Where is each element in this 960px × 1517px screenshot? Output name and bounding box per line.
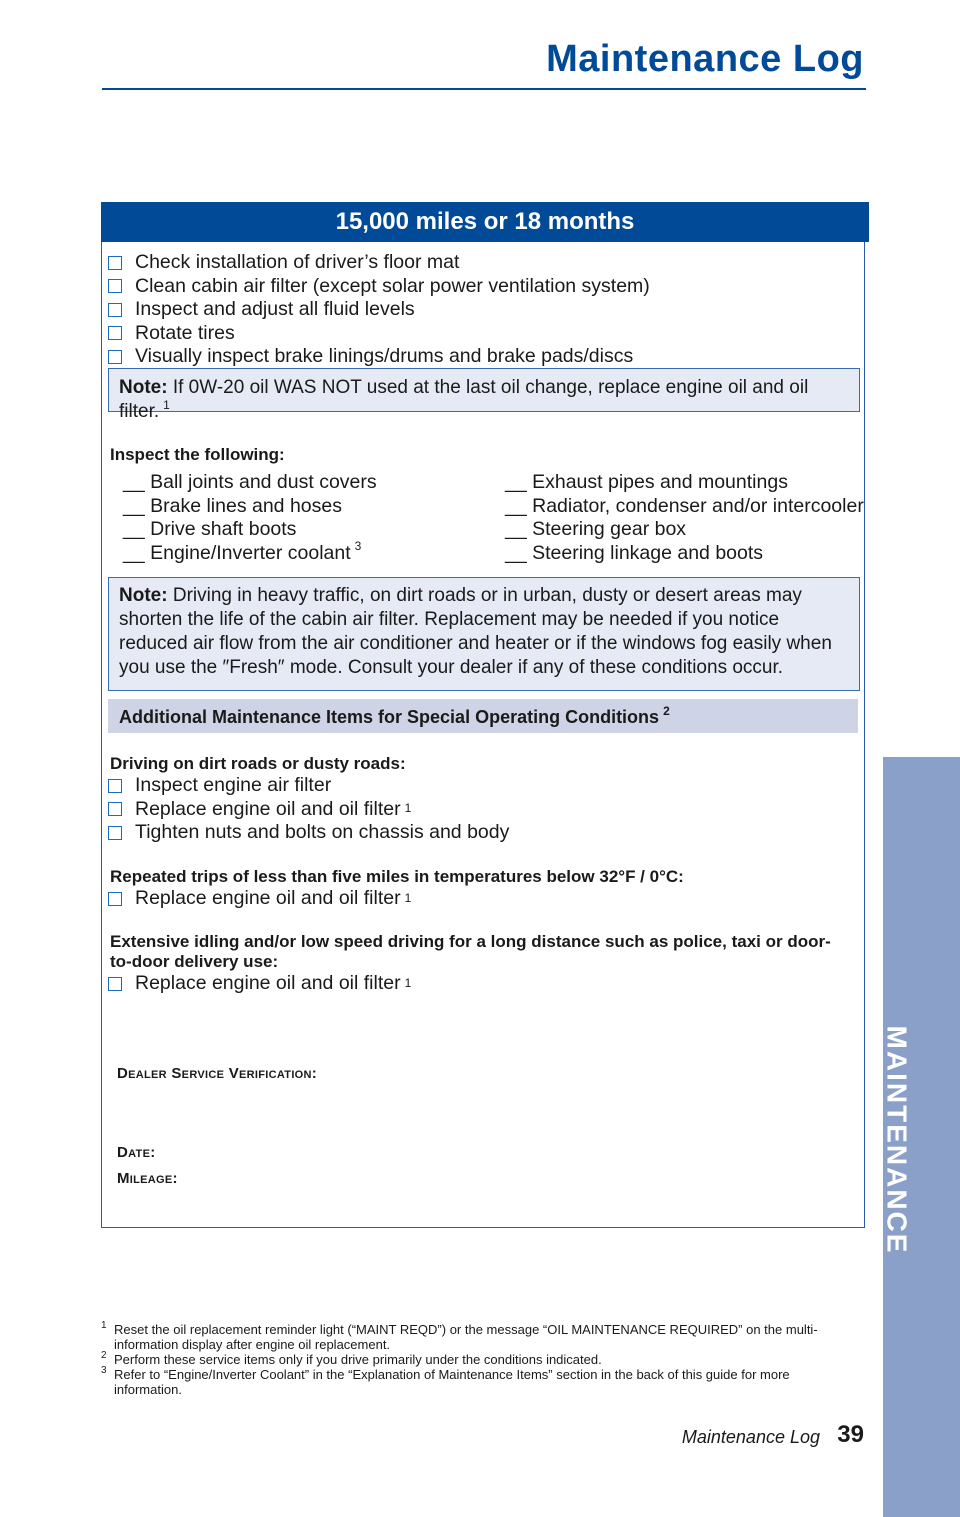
footnote-ref: 3 — [354, 539, 362, 553]
checkbox[interactable] — [108, 256, 122, 270]
checklist-item-label: Rotate tires — [135, 321, 235, 344]
checklist-item-label: Replace engine oil and oil filter — [135, 972, 401, 995]
checklist-item-label: Replace engine oil and oil filter — [135, 797, 401, 820]
inspect-item: __ Radiator, condenser and/or intercooler — [505, 494, 864, 517]
inspect-heading: Inspect the following: — [110, 445, 285, 464]
condition-title: Extensive idling and/or low speed driving for a long distance such as police, taxi or door-to-door delivery use: — [110, 932, 831, 971]
checkbox[interactable] — [108, 977, 122, 991]
footnote-ref: 1 — [163, 397, 170, 412]
note-label: Note: — [119, 585, 168, 606]
note-label: Note: — [119, 377, 168, 398]
cabin-filter-note — [108, 577, 860, 691]
inspect-item: __ Drive shaft boots — [123, 518, 297, 540]
note-text: Driving in heavy traffic, on dirt roads or in urban, dusty or desert areas may shorten the life of the cabin air filter. Replacement may be needed if you notice reduced air flow from the air conditioner and heater or if the windows fog easily when you use the ″Fresh″ mode. Consult your dealer if any of these conditions occur. — [119, 585, 832, 678]
checklist-item — [108, 251, 650, 275]
additional-items-heading — [108, 699, 858, 733]
checklist-item: Replace engine oil and oil filter $^1$ — [108, 798, 850, 822]
checklist-item-label: Replace engine oil and oil filter — [135, 887, 401, 910]
checkbox[interactable] — [108, 326, 122, 340]
condition-short-trips — [110, 867, 850, 911]
condition-extensive-idling — [110, 932, 850, 996]
condition-title: Repeated trips of less than five miles in temperatures below 32°F / 0°C: — [110, 867, 684, 886]
footnote-number: 2 — [101, 1350, 107, 1361]
additional-items-title: Additional Maintenance Items for Special Operating Conditions — [119, 707, 660, 727]
interval-header: 15,000 miles or 18 months — [101, 202, 869, 242]
inspect-list-left — [123, 471, 377, 565]
inspect-item — [123, 539, 377, 566]
footer-section-label: Maintenance Log — [681, 1427, 820, 1447]
footnotes — [101, 1322, 861, 1397]
inspect-item: __ Steering gear box — [505, 518, 687, 540]
inspect-item-label: __ Engine/Inverter coolant — [123, 541, 351, 564]
checklist-item-label: Check installation of driver’s floor mat — [135, 251, 460, 274]
inspect-list-right — [505, 471, 864, 565]
note-text: If 0W-20 oil WAS NOT used at the last oil change, replace engine oil and oil filter. — [119, 377, 809, 422]
service-checklist — [108, 251, 650, 369]
condition-dirt-roads — [110, 754, 850, 845]
checklist-item-label: Tighten nuts and bolts on chassis and body — [135, 821, 510, 844]
footnote-text: Perform these service items only if you drive primarily under the conditions indicated. — [114, 1352, 602, 1367]
checklist-item-label: Inspect engine air filter — [135, 774, 332, 797]
inspect-item: __ Steering linkage and boots — [505, 541, 764, 564]
footnote-number: 1 — [101, 1320, 107, 1331]
footnote-ref: 2 — [663, 704, 670, 718]
checklist-item-label: Inspect and adjust all fluid levels — [135, 298, 415, 321]
condition-title: Driving on dirt roads or dusty roads: — [110, 754, 406, 773]
maintenance-card — [101, 202, 865, 1228]
checkbox[interactable] — [108, 279, 122, 293]
date-label: Date: — [117, 1144, 156, 1161]
footnote — [101, 1367, 861, 1397]
page-title: Maintenance Log — [546, 38, 864, 80]
footnote-text: Refer to “Engine/Inverter Coolant” in the “Explanation of Maintenance Items” section in the back of this guide for more information. — [114, 1367, 790, 1397]
checkbox[interactable] — [108, 350, 122, 364]
footnote — [101, 1322, 861, 1352]
checklist-item-label: Visually inspect brake linings/drums and brake pads/discs — [135, 345, 634, 368]
dealer-verification-label: Dealer Service Verification: — [117, 1065, 318, 1082]
oil-note — [108, 368, 860, 422]
checkbox[interactable] — [108, 826, 122, 840]
page-number: 39 — [837, 1421, 864, 1448]
checklist-item — [108, 298, 650, 322]
footnote-text: Reset the oil replacement reminder light (“MAINT REQD”) or the message “OIL MAINTENANCE REQUIRED” on the multi-information display after engine oil replacement. — [114, 1322, 818, 1352]
checkbox[interactable] — [108, 892, 122, 906]
checkbox[interactable] — [108, 303, 122, 317]
section-tab-label: MAINTENANCE — [881, 1025, 913, 1255]
checklist-item — [108, 821, 850, 845]
checklist-item — [108, 345, 650, 369]
inspect-item: __ Exhaust pipes and mountings — [505, 471, 788, 493]
checkbox[interactable] — [108, 802, 122, 816]
inspect-item: __ Brake lines and hoses — [123, 494, 342, 517]
checkbox[interactable] — [108, 779, 122, 793]
checklist-item-label: Clean cabin air filter (except solar power ventilation system) — [135, 274, 650, 297]
inspect-item: __ Ball joints and dust covers — [123, 471, 377, 493]
footnote-number: 3 — [101, 1365, 107, 1376]
checklist-item — [108, 774, 850, 798]
title-divider — [102, 88, 866, 90]
checklist-item — [108, 275, 650, 299]
section-tab-label-wrap — [878, 1020, 914, 1260]
checklist-item: Replace engine oil and oil filter $^1$ — [108, 972, 850, 996]
checklist-item: Replace engine oil and oil filter $^1$ — [108, 887, 850, 911]
footnote — [101, 1352, 861, 1367]
checklist-item — [108, 322, 650, 346]
mileage-label: Mileage: — [117, 1170, 178, 1187]
